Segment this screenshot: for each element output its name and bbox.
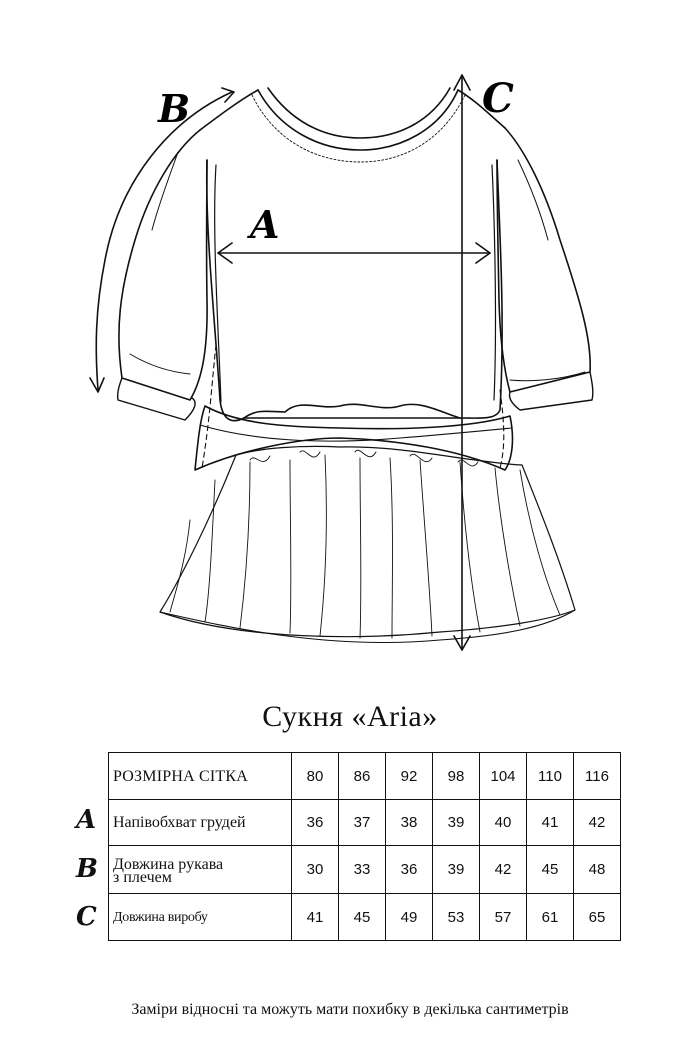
arrow-b [96, 92, 232, 390]
value-cell: 36 [386, 846, 433, 894]
top-body [207, 160, 502, 421]
sketch-label-c: C [482, 75, 514, 122]
table-row [109, 894, 621, 941]
value-cell: 45 [339, 894, 386, 941]
waistband [195, 406, 512, 470]
page-title: Сукня «Aria» [262, 700, 438, 733]
value-cell: 61 [527, 894, 574, 941]
row-label-line1: Довжина рукава [113, 855, 224, 873]
size-cell: 98 [433, 753, 480, 800]
row-label-line2: з плечем [113, 868, 172, 886]
value-cell: 36 [292, 800, 339, 846]
skirt-outline [160, 455, 575, 637]
value-cell: 42 [574, 800, 621, 846]
sketch-label-a: A [250, 202, 280, 247]
value-cell: 45 [527, 846, 574, 894]
header-label: РОЗМІРНА СІТКА [109, 753, 292, 800]
row-marker-c: C [76, 902, 97, 932]
value-cell: 53 [433, 894, 480, 941]
size-cell: 92 [386, 753, 433, 800]
sketch-label-b: B [158, 86, 191, 131]
size-table [108, 752, 621, 941]
neckline [258, 90, 458, 150]
value-cell: 41 [527, 800, 574, 846]
table-row [109, 800, 621, 846]
value-cell: 38 [386, 800, 433, 846]
row-label [109, 846, 292, 894]
value-cell: 33 [339, 846, 386, 894]
value-cell: 65 [574, 894, 621, 941]
value-cell: 42 [480, 846, 527, 894]
value-cell: 37 [339, 800, 386, 846]
size-cell: 104 [480, 753, 527, 800]
right-sleeve [497, 128, 590, 392]
value-cell: 40 [480, 800, 527, 846]
row-marker-a: A [76, 805, 97, 835]
table-header-row [109, 753, 621, 800]
table-row [109, 846, 621, 894]
value-cell: 57 [480, 894, 527, 941]
disclaimer-note: Заміри відносні та можуть мати похибку в декілька сантиметрів [131, 1001, 569, 1018]
value-cell: 39 [433, 800, 480, 846]
row-label: Довжина виробу [109, 894, 292, 941]
row-marker-b: B [76, 854, 98, 884]
value-cell: 39 [433, 846, 480, 894]
size-cell: 110 [527, 753, 574, 800]
value-cell: 49 [386, 894, 433, 941]
value-cell: 30 [292, 846, 339, 894]
value-cell: 41 [292, 894, 339, 941]
left-sleeve [119, 130, 207, 400]
row-label: Напівобхват грудей [109, 800, 292, 846]
size-cell: 86 [339, 753, 386, 800]
size-cell: 116 [574, 753, 621, 800]
size-cell: 80 [292, 753, 339, 800]
value-cell: 48 [574, 846, 621, 894]
